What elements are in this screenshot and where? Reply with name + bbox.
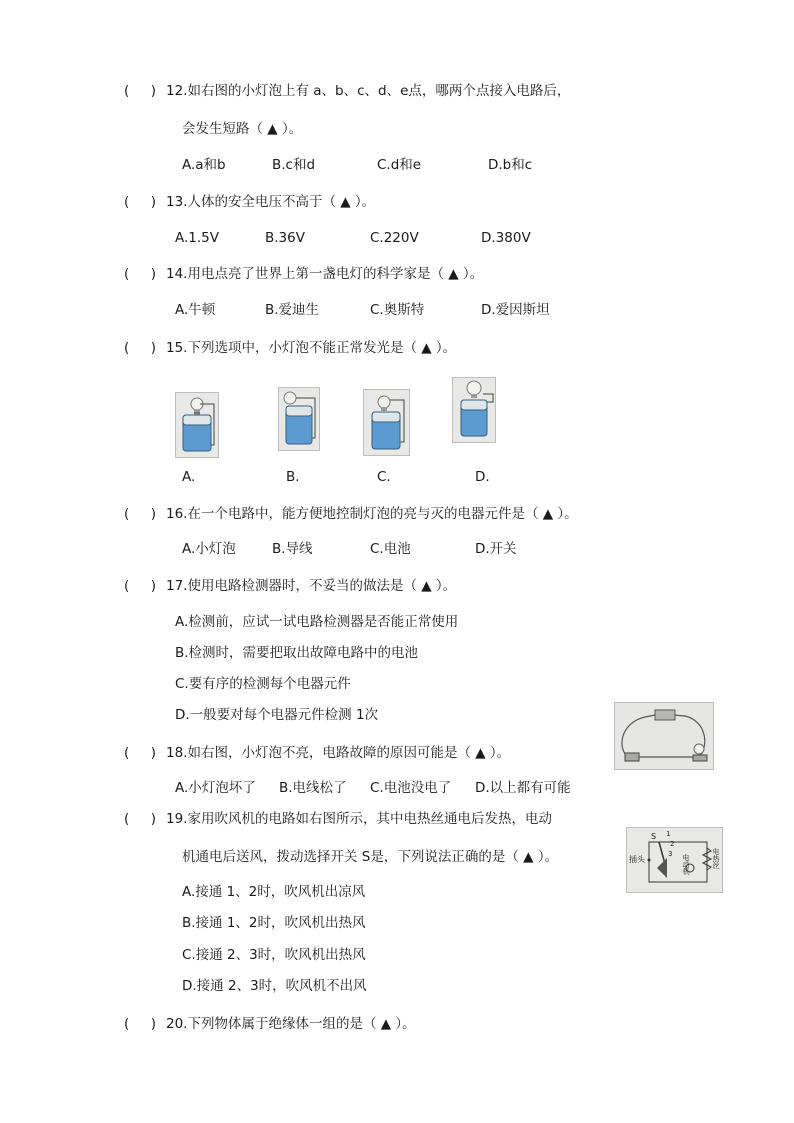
option-d: D.一般要对每个电器元件检测 1次 <box>175 707 379 723</box>
motor-label: 电动机 <box>682 854 690 875</box>
option-a: A.牛顿 <box>175 302 216 318</box>
circuit-image-d[interactable] <box>452 377 496 443</box>
option-a: A.小灯泡 <box>182 541 236 557</box>
option-b: B.接通 1、2时，吹风机出热风 <box>182 915 366 931</box>
option-c: C.电池 <box>370 541 411 557</box>
option-c: C.要有序的检测每个电器元件 <box>175 676 351 692</box>
plug-label: 插头 <box>629 855 645 864</box>
hair-dryer-circuit-figure <box>626 827 723 893</box>
terminal-1-label: 1 <box>666 830 671 838</box>
question-13-stem: 13.人体的安全电压不高于（ ▲ ）。 <box>166 194 376 210</box>
option-b: B.导线 <box>272 541 313 557</box>
answer-blank[interactable]: ( ) <box>124 745 156 761</box>
option-a: A.1.5V <box>175 230 219 246</box>
answer-blank[interactable]: ( ) <box>124 1016 156 1032</box>
circuit-image-c[interactable] <box>363 389 410 456</box>
option-b: B.电线松了 <box>279 780 347 796</box>
terminal-2-label: 2 <box>670 840 675 848</box>
option-b: B.检测时，需要把取出故障电路中的电池 <box>175 645 419 661</box>
option-b: B.36V <box>265 230 305 246</box>
answer-blank[interactable]: ( ) <box>124 578 156 594</box>
option-c: C.电池没电了 <box>370 780 452 796</box>
option-d: D.爱因斯坦 <box>481 302 550 318</box>
option-d: D.接通 2、3时，吹风机不出风 <box>182 978 367 994</box>
answer-blank[interactable]: ( ) <box>124 194 156 210</box>
option-a: A.小灯泡坏了 <box>175 780 256 796</box>
terminal-3-label: 3 <box>668 850 673 858</box>
question-14-stem: 14.用电点亮了世界上第一盏电灯的科学家是（ ▲ ）。 <box>166 266 484 282</box>
question-18-stem: 18.如右图，小灯泡不亮，电路故障的原因可能是（ ▲ ）。 <box>166 745 511 761</box>
option-b: B. <box>286 469 300 485</box>
option-c: C. <box>377 469 391 485</box>
option-a: A.接通 1、2时，吹风机出凉风 <box>182 884 366 900</box>
option-c: C.d和e <box>377 157 422 173</box>
question-12-stem-cont: 会发生短路（ ▲ ）。 <box>182 121 303 137</box>
option-d: D. <box>475 469 490 485</box>
question-15-stem: 15.下列选项中，小灯泡不能正常发光是（ ▲ ）。 <box>166 340 457 356</box>
option-d: D.以上都有可能 <box>475 780 571 796</box>
circuit-image-a[interactable] <box>175 392 219 458</box>
answer-blank[interactable]: ( ) <box>124 506 156 522</box>
option-a: A. <box>182 469 196 485</box>
option-a: A.a和b <box>182 157 226 173</box>
circuit-figure-18 <box>614 702 714 770</box>
answer-blank[interactable]: ( ) <box>124 266 156 282</box>
option-b: B.爱迪生 <box>265 302 320 318</box>
option-a: A.检测前，应试一试电路检测器是否能正常使用 <box>175 614 459 630</box>
option-d: D.b和c <box>488 157 533 173</box>
option-c: C.接通 2、3时，吹风机出热风 <box>182 947 366 963</box>
switch-label: S <box>651 832 657 841</box>
question-16-stem: 16.在一个电路中，能方便地控制灯泡的亮与灭的电器元件是（ ▲ ）。 <box>166 506 578 522</box>
answer-blank[interactable]: ( ) <box>124 83 156 99</box>
circuit-image-b[interactable] <box>278 387 320 451</box>
question-19-stem-cont: 机通电后送风，拨动选择开关 S是，下列说法正确的是（ ▲ ）。 <box>182 849 559 865</box>
option-d: D.380V <box>481 230 531 246</box>
option-d: D.开关 <box>475 541 517 557</box>
question-12-stem: 12.如右图的小灯泡上有 a、b、c、d、e点，哪两个点接入电路后， <box>166 83 571 99</box>
answer-blank[interactable]: ( ) <box>124 340 156 356</box>
option-c: C.奥斯特 <box>370 302 425 318</box>
question-20-stem: 20.下列物体属于绝缘体一组的是（ ▲ ）。 <box>166 1016 416 1032</box>
answer-blank[interactable]: ( ) <box>124 811 156 827</box>
question-17-stem: 17.使用电路检测器时，不妥当的做法是（ ▲ ）。 <box>166 578 457 594</box>
option-c: C.220V <box>370 230 419 246</box>
question-19-stem: 19.家用吹风机的电路如右图所示，其中电热丝通电后发热，电动 <box>166 811 552 827</box>
option-b: B.c和d <box>272 157 316 173</box>
heater-label: 电热丝 <box>712 848 720 869</box>
